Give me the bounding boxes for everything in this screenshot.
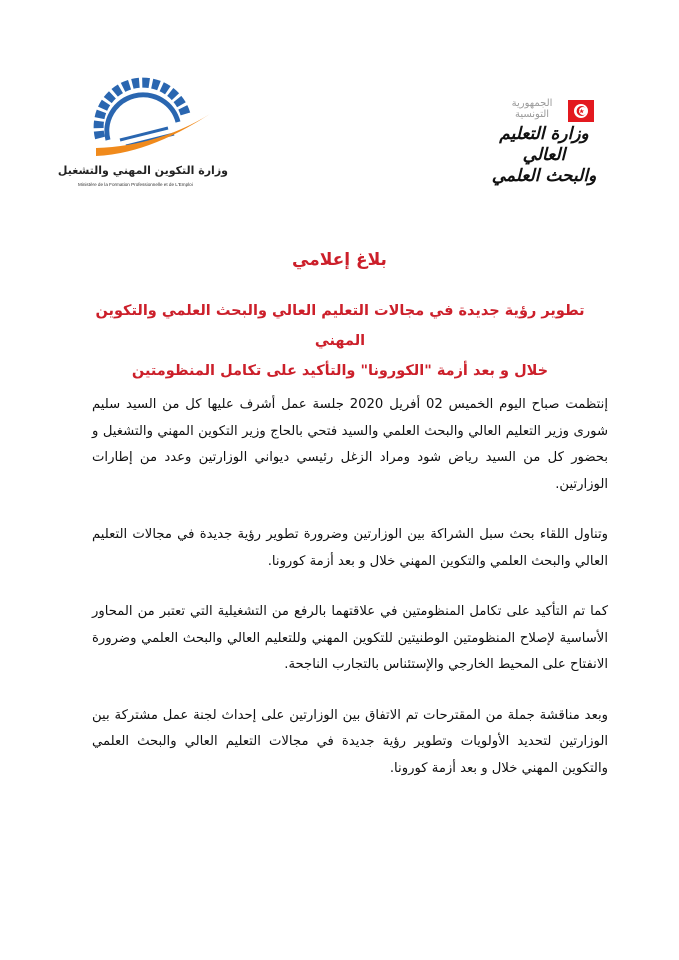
vocational-training-ministry-logo [57,76,228,196]
subtitle-line2: خلال و بعد أزمة "الكورونا" والتأكيد على تكامل المنظومتين [131,363,549,379]
ministry-name-line1: وزارة التعليم العالي [499,124,589,165]
higher-education-ministry-logo [480,92,610,186]
press-release-body [92,392,608,806]
press-release-subtitle [70,296,610,386]
republic-label: الجمهورية التونسية [511,98,553,120]
gear-swoosh-icon [78,76,228,166]
ministry-name-line2: والبحث العلمي [491,166,597,186]
left-logo-french-name: Ministère de la Formation Professionnelle et de L'Emploi [78,182,193,187]
body-paragraph-4: وبعد مناقشة جملة من المقترحات تم الاتفاق بين الوزارتين على إحداث لجنة عمل مشتركة بين الوزارتين لتحديد الأولويات وتطوير رؤية جديدة في مجالات التعليم العالي والبحث العلمي والتكوين المهني خلال و بعد أزمة كورونا. [92,707,608,776]
left-logo-arabic-name: وزارة التكوين المهني والتشغيل [57,164,228,177]
body-paragraph-1: إنتظمت صباح اليوم الخميس 02 أفريل 2020 جلسة عمل أشرف عليها كل من السيد سليم شورى وزير التعليم العالي والبحث العلمي والسيد فتحي بالحاج وزير التكوين المهني والتشغيل و بحضور كل من السيد رياض شود ومراد الزغل رئيسي ديواني الوزارتين وعدد من إطارات الوزارتين. [92,397,608,492]
body-paragraph-3: كما تم التأكيد على تكامل المنظومتين في علاقتهما بالرفع من التشغيلية التي تعتبر من المحاور الأساسية لإصلاح المنظومتين الوطنيتين للتكوين المهني وللتعليم العالي والبحث العلمي وضرورة الانفتاح على المحيط الخارجي والإستئناس بالتجارب الناجحة. [92,604,608,672]
body-paragraph-2: وتناول اللقاء بحث سبل الشراكة بين الوزارتين وضرورة تطوير رؤية جديدة في مجالات التعليم العالي والبحث العلمي والتكوين المهني خلال و بعد أزمة كورونا. [92,527,608,569]
tunisia-flag-icon [568,100,594,122]
right-logo-ministry-name [480,124,608,187]
subtitle-line1: تطوير رؤية جديدة في مجالات التعليم العالي والبحث العلمي والتكوين المهني [95,303,585,349]
press-release-title: بلاغ إعلامي [292,250,387,270]
